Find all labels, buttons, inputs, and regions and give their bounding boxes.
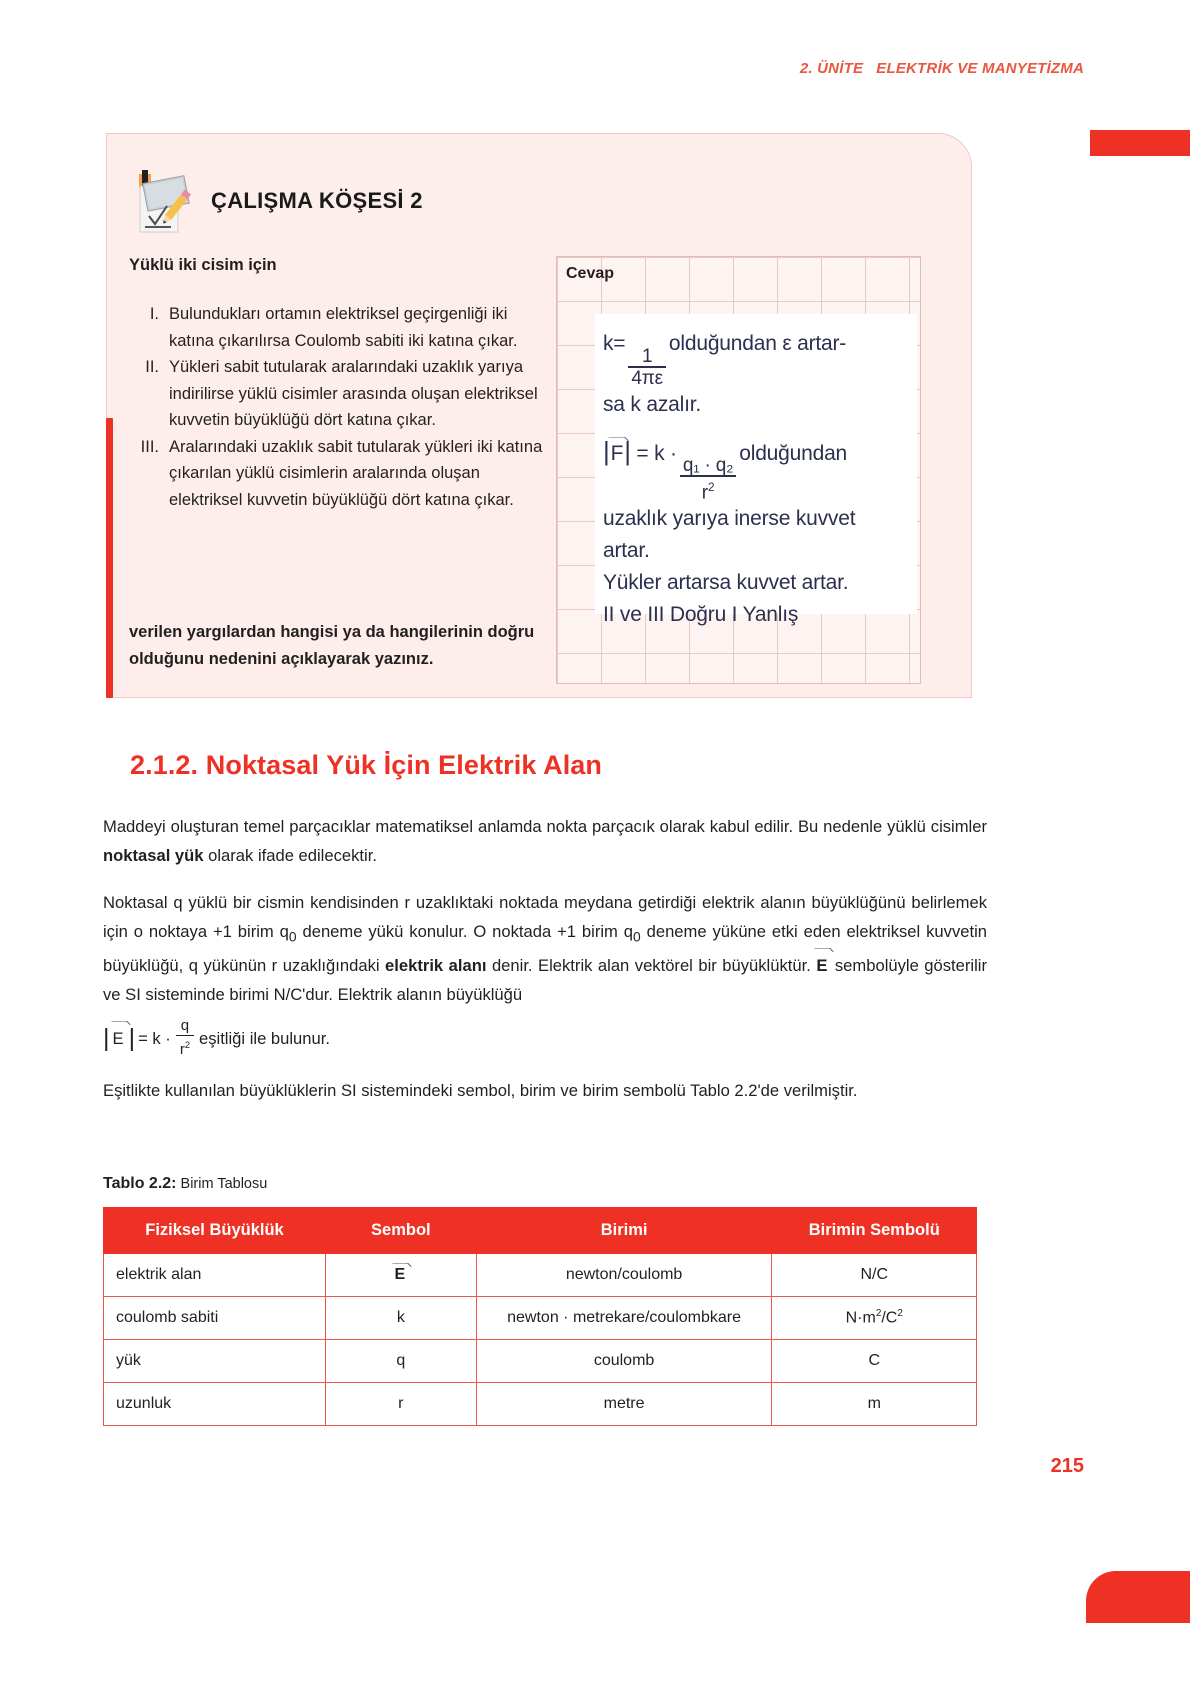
study-corner-box [106, 133, 972, 698]
paragraph-2 [103, 888, 987, 1009]
fraction-numerator: 1 [628, 347, 666, 368]
study-box-red-accent-bar [106, 418, 113, 698]
question-list [129, 301, 551, 513]
list-item [129, 434, 551, 514]
cell-unit-symbol: C [772, 1340, 977, 1383]
cell-unit-symbol: m [772, 1383, 977, 1426]
fraction-denominator: $r^2$ [701, 481, 715, 504]
subscript-zero: 0 [633, 928, 641, 945]
vector-F-symbol: F [610, 438, 625, 470]
vector-E-symbol: E [816, 951, 829, 980]
running-head: 2. ÜNİTE ELEKTRİK VE MANYETİZMA [799, 60, 1084, 77]
question-closing: verilen yargılardan hangisi ya da hangilerinin doğru olduğunu nedenini açıklayarak yazınız. [129, 623, 535, 668]
subscript-zero: 0 [288, 928, 297, 945]
table-caption-text: Birim Tablosu [176, 1176, 268, 1192]
cell-unit-symbol: $N\cdot m^2/C^2$ [772, 1297, 977, 1340]
answer-line-6: Yükler artarsa kuvvet artar. [603, 571, 849, 595]
answer-line-5: artar. [603, 539, 650, 563]
fraction-q-over-r2 [176, 1018, 194, 1058]
list-item-number: II. [145, 358, 159, 376]
question-lead: Yüklü iki cisim için [129, 256, 277, 274]
cell-unit-symbol: N/C [772, 1254, 977, 1297]
table-row [104, 1340, 977, 1383]
table-row [104, 1297, 977, 1340]
table-row [104, 1254, 977, 1297]
cell-quantity: coulomb sabiti [104, 1297, 326, 1340]
list-item-text: Yükleri sabit tutularak aralarındaki uzaklık yarıya indirilirse yüklü cisimler arasında oluşan elektriksel kuvvetin büyüklüğü dört katına çıkar. [169, 358, 538, 429]
column-header-unit-symbol: Birimin Sembolü [772, 1208, 977, 1254]
electric-field-equation [103, 1018, 330, 1058]
table-row [104, 1383, 977, 1426]
answer-line-4: uzaklık yarıya inerse kuvvet [603, 507, 856, 531]
study-box-title: ÇALIŞMA KÖŞESİ 2 [211, 188, 423, 213]
column-header-symbol: Sembol [325, 1208, 476, 1254]
abs-bar-open: | [103, 1023, 110, 1052]
list-item [129, 301, 551, 354]
handwritten-answer [595, 314, 917, 627]
column-header-unit: Birimi [476, 1208, 772, 1254]
cell-quantity: elektrik alan [104, 1254, 326, 1297]
answer-line1-suffix: olduğundan ε artar- [668, 332, 847, 355]
cell-unit: newton/coulomb [476, 1254, 772, 1297]
clipboard-pencil-icon [133, 164, 195, 238]
cell-quantity: yük [104, 1340, 326, 1383]
list-item-text: Bulundukları ortamın elektriksel geçirgenliği iki katına çıkarılırsa Coulomb sabiti iki katına çıkar. [169, 305, 518, 350]
column-header-quantity: Fiziksel Büyüklük [104, 1208, 326, 1254]
cell-symbol [325, 1254, 476, 1297]
cell-symbol: r [325, 1383, 476, 1426]
list-item-number: I. [149, 305, 159, 323]
paragraph-2-part-a: Noktasal q yüklü bir cismin kendisinden r uzaklıktaki noktada meydana getirdiği elektrik alanın büyüklüğünü belirlemek için o noktaya +1 birim q [103, 893, 987, 941]
fraction-numerator: q [176, 1018, 194, 1036]
header-red-tab [1090, 130, 1190, 156]
table-caption-label: Tablo 2.2: [103, 1175, 177, 1192]
fraction-denominator: 4πε [631, 367, 663, 389]
paragraph-1 [103, 812, 987, 870]
answer-label: Cevap [566, 265, 615, 282]
cell-unit: coulomb [476, 1340, 772, 1383]
paragraph-3: Eşitlikte kullanılan büyüklüklerin SI sistemindeki sembol, birim ve birim sembolü Tablo 2.2'de verilmiştir. [103, 1081, 858, 1100]
abs-bar-close: | [128, 1023, 136, 1052]
section-heading: 2.1.2. Noktasal Yük İçin Elektrik Alan [130, 750, 603, 780]
answer-k-equals: k= [603, 332, 626, 355]
footer-corner-notch [1086, 1623, 1190, 1683]
paragraph-2-part-b: deneme yükü konulur. O noktada +1 birim q [296, 922, 634, 941]
cell-unit: metre [476, 1383, 772, 1426]
vector-E-symbol: E [113, 1024, 126, 1053]
paragraph-2-bold: elektrik alanı [385, 956, 487, 976]
page-number: 215 [1050, 1455, 1084, 1477]
study-box-header [133, 164, 423, 238]
paragraph-1-part-a: Maddeyi oluşturan temel parçacıklar matematiksel anlamda nokta parçacık olarak kabul edilir. Bu nedenle yüklü cisimler [103, 817, 987, 836]
fraction-one-over-4pieps [628, 347, 666, 389]
equation-tail-text: eşitliği ile bulunur. [198, 1028, 330, 1048]
fraction-numerator: q₁ · q₂ [680, 456, 736, 477]
equals-k: = k · [138, 1028, 171, 1048]
list-item-text: Aralarındaki uzaklık sabit tutularak yükleri iki katına çıkarılan yüklü cisimlerin aralarında oluşan elektriksel kuvvetin büyüklüğü dört katına çıkar. [169, 437, 543, 509]
cell-symbol: k [325, 1297, 476, 1340]
unit-table [103, 1207, 977, 1426]
answer-line-7: II ve III Doğru I Yanlış [603, 603, 799, 627]
paragraph-1-bold: noktasal yük [103, 846, 204, 865]
list-item [129, 354, 551, 434]
abs-bar-open: | [603, 435, 610, 466]
vector-E-symbol: E [394, 1266, 406, 1283]
fraction-q1q2-over-r2 [680, 456, 736, 503]
fraction-denominator: $r^2$ [179, 1040, 190, 1058]
answer-panel [556, 256, 921, 684]
cell-unit: newton · metrekare/coulombkare [476, 1297, 772, 1340]
cell-symbol: q [325, 1340, 476, 1383]
paragraph-2-part-e: sembolüyle gösterilir ve SI sisteminde birimi N/C'dur. Elektrik alanın büyüklüğü [103, 956, 988, 1005]
paragraph-1-part-b: olarak ifade edilecektir. [203, 846, 377, 865]
abs-bar-close: | [624, 435, 631, 466]
answer-line-3 [603, 435, 909, 504]
table-header-row [104, 1208, 977, 1254]
list-item-number: III. [140, 437, 159, 456]
cell-quantity: uzunluk [104, 1383, 326, 1426]
paragraph-2-part-d: denir. Elektrik alan vektörel bir büyüklüktür. [486, 956, 817, 976]
answer-line-2: sa k azalır. [603, 392, 701, 416]
answer-line-1 [603, 328, 909, 389]
paragraph-2-part-c: deneme yüküne etki eden elektriksel kuvvetin büyüklüğü, q yükünün r uzaklığındaki [103, 922, 987, 976]
answer-equals-k: = k · [636, 441, 677, 465]
answer-line3-suffix: olduğundan [739, 441, 848, 465]
table-caption [103, 1175, 267, 1193]
